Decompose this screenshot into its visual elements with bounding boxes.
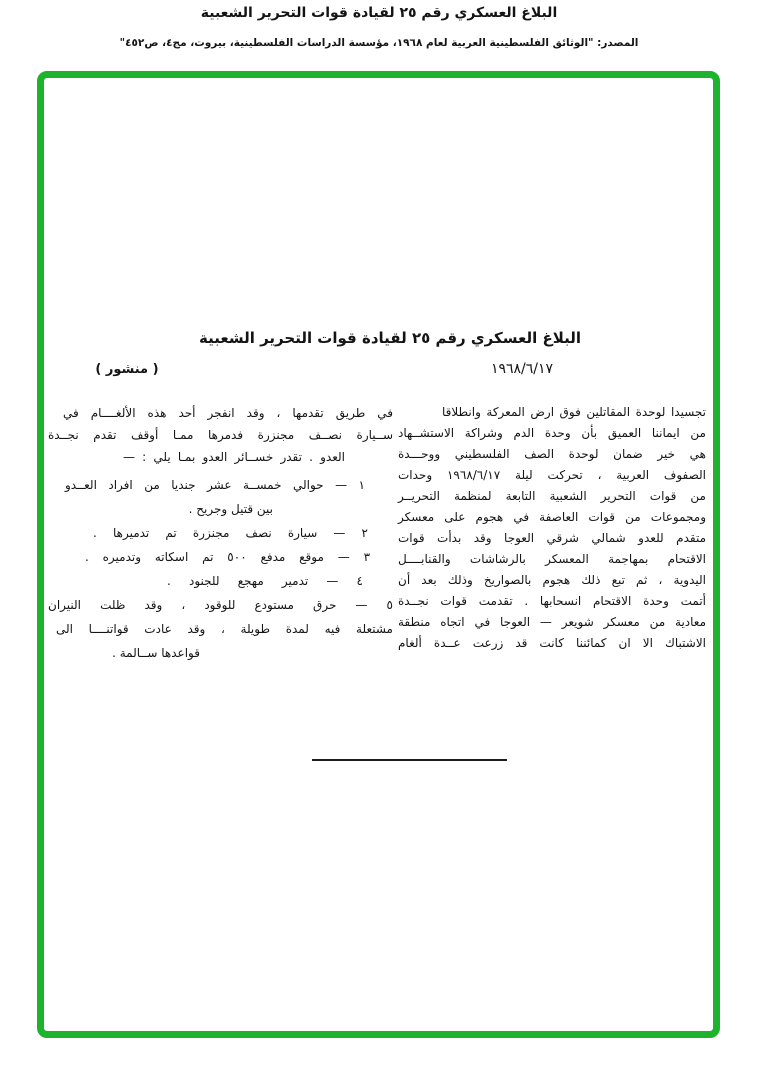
right-column-line: معادية من معسكر شويعر — العوجا في اتجاه منطقة bbox=[398, 615, 706, 629]
right-column-line: هي خير ضمان لوحدة الصف الفلسطيني ووحـــدة bbox=[398, 447, 706, 461]
closing-line: قواعدها ســالمة . bbox=[112, 646, 200, 660]
right-column-line: تجسيدا لوحدة المقاتلين فوق ارض المعركة وانطلاقا bbox=[442, 405, 706, 419]
left-column-line: العدو . تقدر خســائر العدو بمـا يلي : — bbox=[123, 450, 345, 464]
right-column-line: من قوات التحرير الشعبية التابعة لمنظمة التحريــر bbox=[398, 489, 706, 503]
right-column-line: ومجموعات من قوات العاصفة في هجوم على معسكر bbox=[398, 510, 706, 524]
divider-line bbox=[312, 759, 507, 761]
right-column-line: متقدم للعدو شمالي شرقي العوجا وقد بدأت قوات bbox=[398, 531, 706, 545]
right-column-line: أتمت وحدة الاقتحام انسحابها . تقدمت قوات نجــدة bbox=[398, 594, 706, 608]
communique-title: البلاغ العسكري رقم ٢٥ لقيادة قوات التحرير الشعبية bbox=[199, 329, 581, 347]
page-header-source: المصدر: "الوثائق الفلسطينية العربية لعام ١٩٦٨، مؤسسة الدراسات الفلسطينية، بيروت، مج٤، ص٤٥٢" bbox=[119, 37, 639, 49]
list-item-2: ٢ — سيارة نصف مجنزرة تم تدميرها . bbox=[93, 526, 368, 540]
right-column-line: الاقتحام بمهاجمة المعسكر بالرشاشات والقنابــــل bbox=[398, 552, 706, 566]
list-item-5-continued: مشتعلة فيه لمدة طويلة ، وقد عادت قواتنــــا الى bbox=[56, 622, 393, 636]
page-header-title: البلاغ العسكري رقم ٢٥ لقيادة قوات التحرير الشعبية bbox=[200, 5, 558, 21]
list-item-5: ٥ — حرق مستودع للوقود ، وقد ظلت النيران bbox=[48, 598, 393, 612]
left-column-line: ســيارة نصــف مجنزرة فدمرها ممـا أوقف تقدم نجــدة bbox=[48, 428, 393, 442]
list-item-4: ٤ — تدمير مهجع للجنود . bbox=[167, 574, 363, 588]
right-column bbox=[398, 402, 706, 654]
publication-note: ( منشور ) bbox=[95, 362, 159, 377]
list-item-1-continued: بين قتيل وجريح . bbox=[188, 502, 273, 516]
communique-date: ١٩٦٨/٦/١٧ bbox=[490, 361, 554, 377]
right-column-line: من ايماننا العميق بأن وحدة الدم وشراكة الاستشــهاد bbox=[398, 426, 706, 440]
left-column bbox=[48, 402, 393, 665]
right-column-line: الاشتباك الا ان كمائننا كانت قد زرعت عــدة ألغام bbox=[398, 636, 706, 650]
right-column-line: الصفوف العربية ، تحركت ليلة ١٩٦٨/٦/١٧ وحدات bbox=[398, 468, 706, 482]
left-column-line: في طريق تقدمها ، وقد انفجر أحد هذه الألغــــام في bbox=[63, 406, 393, 420]
list-item-3: ٣ — موقع مدفع ٥٠٠ تم اسكاته وتدميره . bbox=[85, 550, 371, 564]
right-column-line: اليدوية ، ثم تبع ذلك هجوم بالصواريخ وذلك بعد أن bbox=[398, 573, 706, 587]
list-item-1: ١ — حوالي خمســة عشر جنديا من افراد العــدو bbox=[65, 478, 365, 492]
